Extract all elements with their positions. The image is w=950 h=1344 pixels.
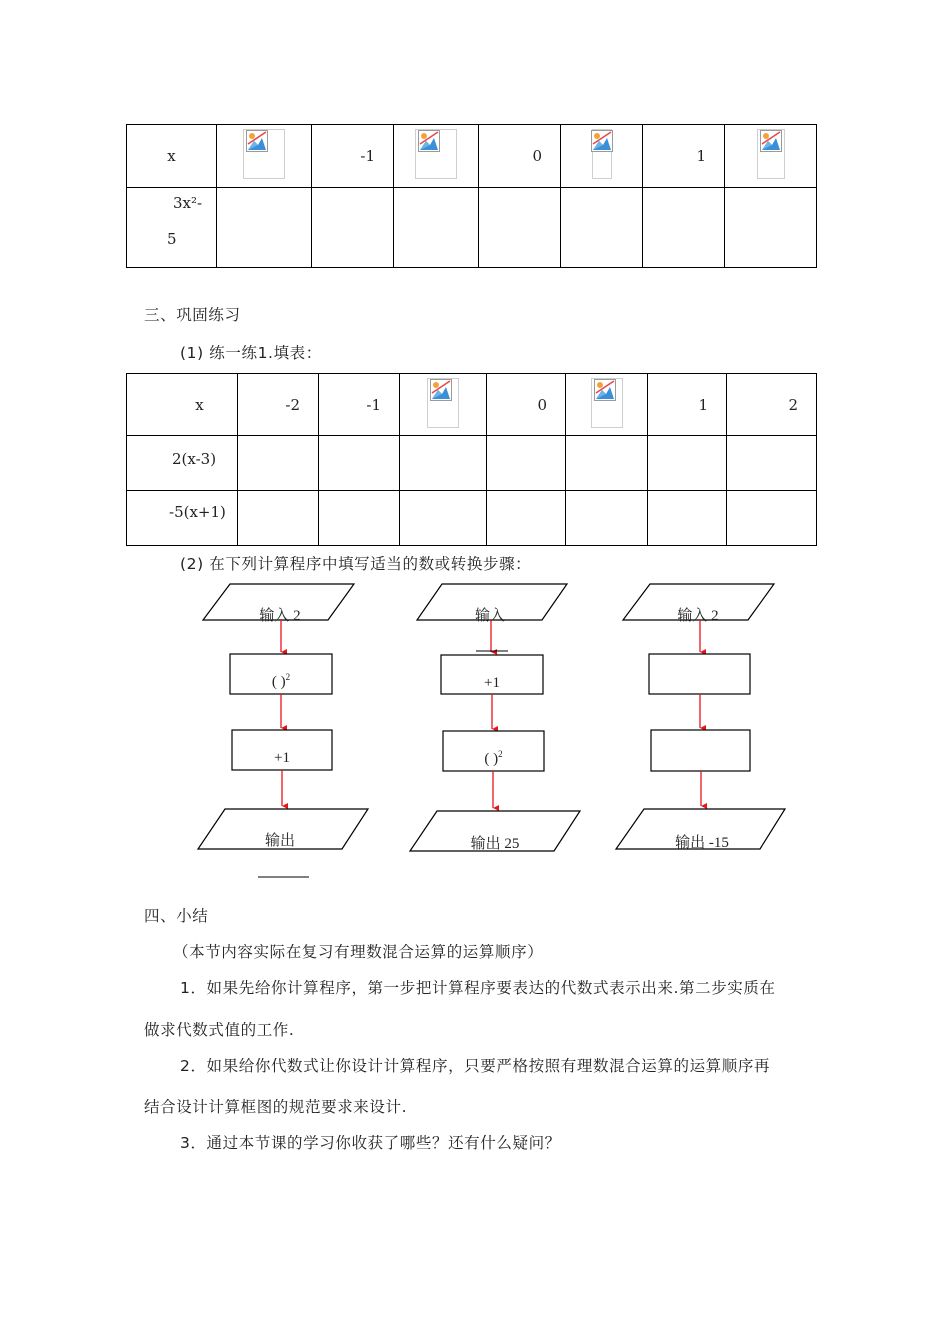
summary-point-1-line-1: 1．如果先给你计算程序，第一步把计算程序要表达的代数式表示出来.第二步实质在 (180, 979, 776, 997)
summary-note: （本节内容实际在复习有理数混合运算的运算顺序） (173, 943, 544, 961)
question-2-label: (2) 在下列计算程序中填写适当的数或转换步骤： (180, 555, 532, 573)
flow2-output-label: 输出 25 (470, 836, 520, 852)
table2-cell: 0 (487, 374, 566, 436)
section-title-4: 四、小结 (144, 907, 209, 925)
summary-point-3: 3．通过本节课的学习你收获了哪些？还有什么疑问？ (180, 1134, 561, 1152)
flow1-input-label: 输入 2 (259, 608, 301, 624)
table1-cell: 1 (643, 125, 725, 188)
table2-cell: 2 (727, 374, 817, 436)
flow3-step1-box (649, 654, 750, 694)
summary-point-2-line-1: 2．如果给你代数式让你设计计算程序，只要严格按照有理数混合运算的运算顺序再 (180, 1057, 771, 1075)
flow1-step2-label: +1 (274, 750, 290, 766)
flow1-step1-label: ( )$^2$ (271, 672, 291, 690)
table1-header-x: x (127, 125, 217, 188)
summary-point-2-line-2: 结合设计计算框图的规范要求来设计. (144, 1098, 408, 1116)
section-title-3: 三、巩固练习 (144, 306, 241, 324)
flow2-step1-label: +1 (484, 675, 500, 691)
table2-cell: 1 (648, 374, 727, 436)
flow1-output-label: 输出 (264, 833, 295, 849)
table2-row2-header: 2(x-3) (127, 436, 238, 491)
summary-point-1-line-2: 做求代数式值的工作. (144, 1021, 295, 1039)
table2-row3-header: -5(x+1) (127, 491, 238, 546)
table1-cell: 0 (479, 125, 561, 188)
flow3-output-label: 输出 -15 (675, 835, 729, 851)
flow3-input-label: 输入 2 (677, 608, 719, 624)
flow2-input-label: 输入 (474, 608, 505, 624)
flow3-step2-box (651, 730, 750, 771)
table1-cell: -1 (312, 125, 394, 188)
table2-header-x: x (127, 374, 238, 436)
flow2-step2-label: ( )$^2$ (484, 749, 503, 767)
table2-cell: -1 (319, 374, 400, 436)
question-1-label: (1) 练一练1.填表： (180, 344, 322, 362)
table2-cell: -2 (238, 374, 319, 436)
table1-row2-header: 3x²- 5 (127, 188, 217, 268)
